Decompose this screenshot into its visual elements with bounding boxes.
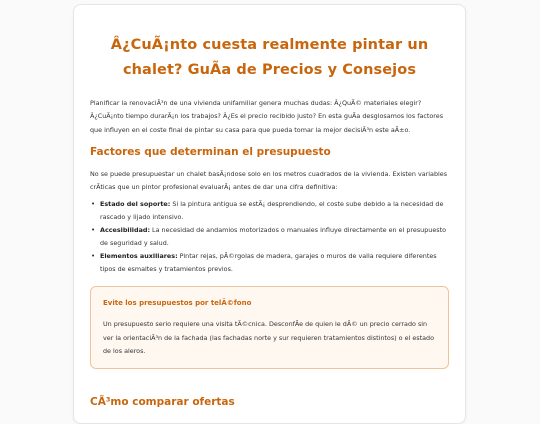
- list-item: [91, 198, 449, 223]
- bullet-icon: •: [91, 252, 96, 261]
- factors-list: [90, 198, 449, 275]
- intro-paragraph: Planificar la renovaciÃ³n de una vivienda unifamiliar genera muchas dudas: Â¿QuÃ© materiales elegir? Â¿CuÃ¡nto tiempo durarÃ¡n los trabajos? Â¿Es el precio recibido justo? En esta guÃa desglosamos los factores que influyen en el coste final de pintar su casa para que pueda tomar la mejor decisiÃ³n este aÃ±o.: [90, 99, 444, 134]
- list-item-label: Accesibilidad:: [100, 226, 151, 235]
- section-heading-compare: CÃ³mo comparar ofertas: [90, 396, 235, 409]
- factors-paragraph: No se puede presupuestar un chalet basÃ¡ndose solo en los metros cuadrados de la vivienda. Existen variables crÃticas que un pintor profesional evaluarÃ¡ antes de dar una cifra definitiva:: [90, 169, 448, 192]
- section-heading-factors: Factores que determinan el presupuesto: [90, 145, 331, 158]
- list-item: [91, 224, 449, 249]
- bullet-icon: •: [91, 226, 96, 235]
- bullet-icon: •: [91, 200, 96, 209]
- list-item-label: Estado del soporte:: [100, 200, 171, 209]
- list-item-text: Si la pintura antigua se estÃ¡ desprendiendo, el coste sube debido a la necesidad de rascado y lijado intensivo.: [100, 200, 444, 222]
- article-card: [73, 4, 466, 424]
- tip-text: Un presupuesto serio requiere una visita tÃ©cnica. DesconfÃe de quien le dÃ© un precio cerrado sin ver la orientaciÃ³n de la fachada (las fachadas norte y sur requieren tratamientos distintos) o el estado de los aleros.: [103, 320, 434, 355]
- page-title: Â¿CuÃ¡nto cuesta realmente pintar un chalet? GuÃa de Precios y Consejos: [110, 37, 429, 78]
- tip-callout: [90, 286, 449, 369]
- tip-title: Evite los presupuestos por telÃ©fono: [103, 299, 252, 308]
- list-item-text: Pintar rejas, pÃ©rgolas de madera, garajes o muros de valla requiere diferentes tipos de esmaltes y tratamientos previos.: [100, 252, 437, 273]
- list-item: [91, 250, 449, 275]
- list-item-text: La necesidad de andamios motorizados o manuales influye directamente en el presupuesto de seguridad y salud.: [100, 226, 446, 247]
- list-item-label: Elementos auxiliares:: [100, 252, 178, 261]
